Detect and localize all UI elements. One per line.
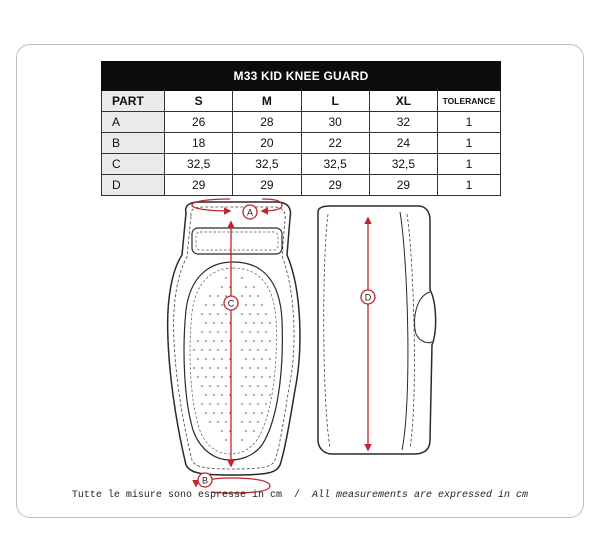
perforation-dot [249, 367, 251, 369]
perforation-dot [269, 376, 271, 378]
header-cell-xl: XL [369, 91, 437, 112]
perforation-dot [253, 376, 255, 378]
tolerance-cell: 1 [438, 154, 501, 175]
perforation-dot [217, 403, 219, 405]
perforation-dot [249, 349, 251, 351]
label-b: B [201, 475, 209, 486]
perforation-dot [213, 340, 215, 342]
perforation-dot [213, 322, 215, 324]
perforation-dot [253, 430, 255, 432]
perforation-dot [257, 385, 259, 387]
perforation-dot [269, 322, 271, 324]
perforation-dot [265, 385, 267, 387]
footnote-separator: / [293, 490, 300, 501]
perforation-dot [241, 403, 243, 405]
perforation-dot [221, 412, 223, 414]
perforation-dot [265, 367, 267, 369]
perforation-dot [209, 385, 211, 387]
footnote-english: All measurements are expressed in cm [312, 490, 529, 501]
perforation-dot [217, 367, 219, 369]
perforation-dot [197, 340, 199, 342]
table-cell: 22 [301, 133, 369, 154]
perforation-dot [261, 322, 263, 324]
perforation-dot [225, 403, 227, 405]
table-cell: 32,5 [369, 154, 437, 175]
perforation-dot [201, 403, 203, 405]
perforation-dot [265, 313, 267, 315]
table-cell: 29 [369, 175, 437, 196]
perforation-dot [261, 358, 263, 360]
perforation-dot [221, 358, 223, 360]
perforation-dot [269, 358, 271, 360]
perforation-dot [245, 340, 247, 342]
perforation-dot [257, 403, 259, 405]
perforation-dot [249, 385, 251, 387]
table-cell: 29 [301, 175, 369, 196]
perforation-dot [225, 385, 227, 387]
table-cell: 32 [369, 112, 437, 133]
perforation-dot [205, 376, 207, 378]
table-cell: 29 [165, 175, 233, 196]
row-part-cell: A [102, 112, 165, 133]
table-cell: 20 [233, 133, 301, 154]
perforation-dot [225, 295, 227, 297]
perforation-dot [249, 403, 251, 405]
footnote-italian: Tutte le misure sono espresse in cm [71, 490, 282, 501]
row-part-cell: D [102, 175, 165, 196]
table-cell: 28 [233, 112, 301, 133]
perforation-dot [209, 295, 211, 297]
perforation-dot [249, 421, 251, 423]
perforation-dot [261, 412, 263, 414]
tolerance-cell: 1 [438, 175, 501, 196]
label-d: D [364, 292, 372, 303]
perforation-dot [241, 331, 243, 333]
perforation-dot [209, 421, 211, 423]
perforation-dot [241, 313, 243, 315]
perforation-dot [205, 304, 207, 306]
perforation-dot [265, 349, 267, 351]
perforation-dot [217, 313, 219, 315]
perforation-dot [193, 367, 195, 369]
perforation-dot [245, 394, 247, 396]
perforation-dot [257, 421, 259, 423]
perforation-dot [205, 358, 207, 360]
perforation-dot [241, 295, 243, 297]
perforation-dot [225, 421, 227, 423]
perforation-dot [257, 313, 259, 315]
table-cell: 26 [165, 112, 233, 133]
table-cell: 32,5 [165, 154, 233, 175]
perforation-dot [217, 385, 219, 387]
perforation-dot [205, 394, 207, 396]
perforation-dot [241, 277, 243, 279]
perforation-dot [241, 421, 243, 423]
perforation-dot [253, 412, 255, 414]
perforation-dot [205, 340, 207, 342]
front-view [168, 202, 300, 475]
table-cell: 24 [369, 133, 437, 154]
table-title: M33 KID KNEE GUARD [102, 62, 501, 91]
perforation-dot [225, 331, 227, 333]
perforation-dot [205, 412, 207, 414]
perforation-dot [261, 304, 263, 306]
perforation-dot [241, 349, 243, 351]
perforation-dot [197, 358, 199, 360]
perforation-dot [225, 349, 227, 351]
table-cell: 29 [233, 175, 301, 196]
perforation-dot [249, 331, 251, 333]
perforation-dot [221, 286, 223, 288]
table-cell: 32,5 [233, 154, 301, 175]
front-cap [184, 262, 282, 460]
perforation-dot [257, 295, 259, 297]
perforation-dot [245, 286, 247, 288]
perforation-dot [209, 349, 211, 351]
perforation-dot [245, 376, 247, 378]
perforation-dot [221, 340, 223, 342]
perforation-dot [205, 322, 207, 324]
perforation-dot [245, 304, 247, 306]
perforation-dot [261, 340, 263, 342]
perforation-dot [209, 367, 211, 369]
perforation-dot [221, 430, 223, 432]
perforation-dot [213, 304, 215, 306]
perforation-dot [201, 313, 203, 315]
perforation-dot [209, 313, 211, 315]
tolerance-cell: 1 [438, 133, 501, 154]
perforation-dot [245, 358, 247, 360]
perforation-dot [245, 430, 247, 432]
table-cell: 32,5 [301, 154, 369, 175]
header-cell-s: S [165, 91, 233, 112]
side-view [318, 206, 436, 454]
row-part-cell: C [102, 154, 165, 175]
perforation-dot [213, 412, 215, 414]
perforation-dot [209, 403, 211, 405]
perforation-dot [269, 394, 271, 396]
row-part-cell: B [102, 133, 165, 154]
perforation-dot [213, 394, 215, 396]
perforation-dot [201, 349, 203, 351]
perforation-dot [221, 376, 223, 378]
perforation-dot [213, 358, 215, 360]
table-cell: 30 [301, 112, 369, 133]
perforation-dot [265, 403, 267, 405]
perforation-dot [225, 313, 227, 315]
perforation-dot [265, 331, 267, 333]
header-cell-part: PART [102, 91, 165, 112]
perforation-dot [253, 286, 255, 288]
perforation-dot [253, 304, 255, 306]
measurement-footnote [0, 490, 600, 501]
header-cell-tolerance: TOLERANCE [438, 91, 501, 112]
perforation-dot [257, 349, 259, 351]
perforation-dot [253, 394, 255, 396]
perforation-dot [241, 385, 243, 387]
perforation-dot [201, 367, 203, 369]
perforation-dot [253, 358, 255, 360]
perforation-dot [221, 304, 223, 306]
tolerance-cell: 1 [438, 112, 501, 133]
header-cell-l: L [301, 91, 369, 112]
perforation-dot [225, 439, 227, 441]
table-cell: 18 [165, 133, 233, 154]
perforation-dot [249, 313, 251, 315]
perforation-dot [241, 439, 243, 441]
perforation-dot [261, 376, 263, 378]
side-outline [318, 206, 436, 454]
header-cell-m: M [233, 91, 301, 112]
perforation-dot [221, 394, 223, 396]
perforation-dot [261, 394, 263, 396]
perforation-dot [253, 340, 255, 342]
perforation-dot [225, 367, 227, 369]
perforation-dot [249, 295, 251, 297]
perforation-dot [221, 322, 223, 324]
perforation-dot [217, 421, 219, 423]
perforation-dot [253, 322, 255, 324]
perforation-dot [217, 331, 219, 333]
perforation-dot [225, 277, 227, 279]
perforation-dot [241, 367, 243, 369]
perforation-dot [213, 376, 215, 378]
perforation-dot [245, 412, 247, 414]
perforation-dot [201, 385, 203, 387]
perforation-dot [257, 331, 259, 333]
perforation-dot [245, 322, 247, 324]
perforation-dot [257, 367, 259, 369]
perforation-dot [209, 331, 211, 333]
perforation-dot [197, 376, 199, 378]
perforation-dot [193, 349, 195, 351]
label-a: A [246, 207, 254, 218]
perforation-dot [269, 340, 271, 342]
perforation-dot [217, 349, 219, 351]
label-c: C [227, 298, 235, 309]
perforation-dot [201, 331, 203, 333]
perforation-dot [217, 295, 219, 297]
